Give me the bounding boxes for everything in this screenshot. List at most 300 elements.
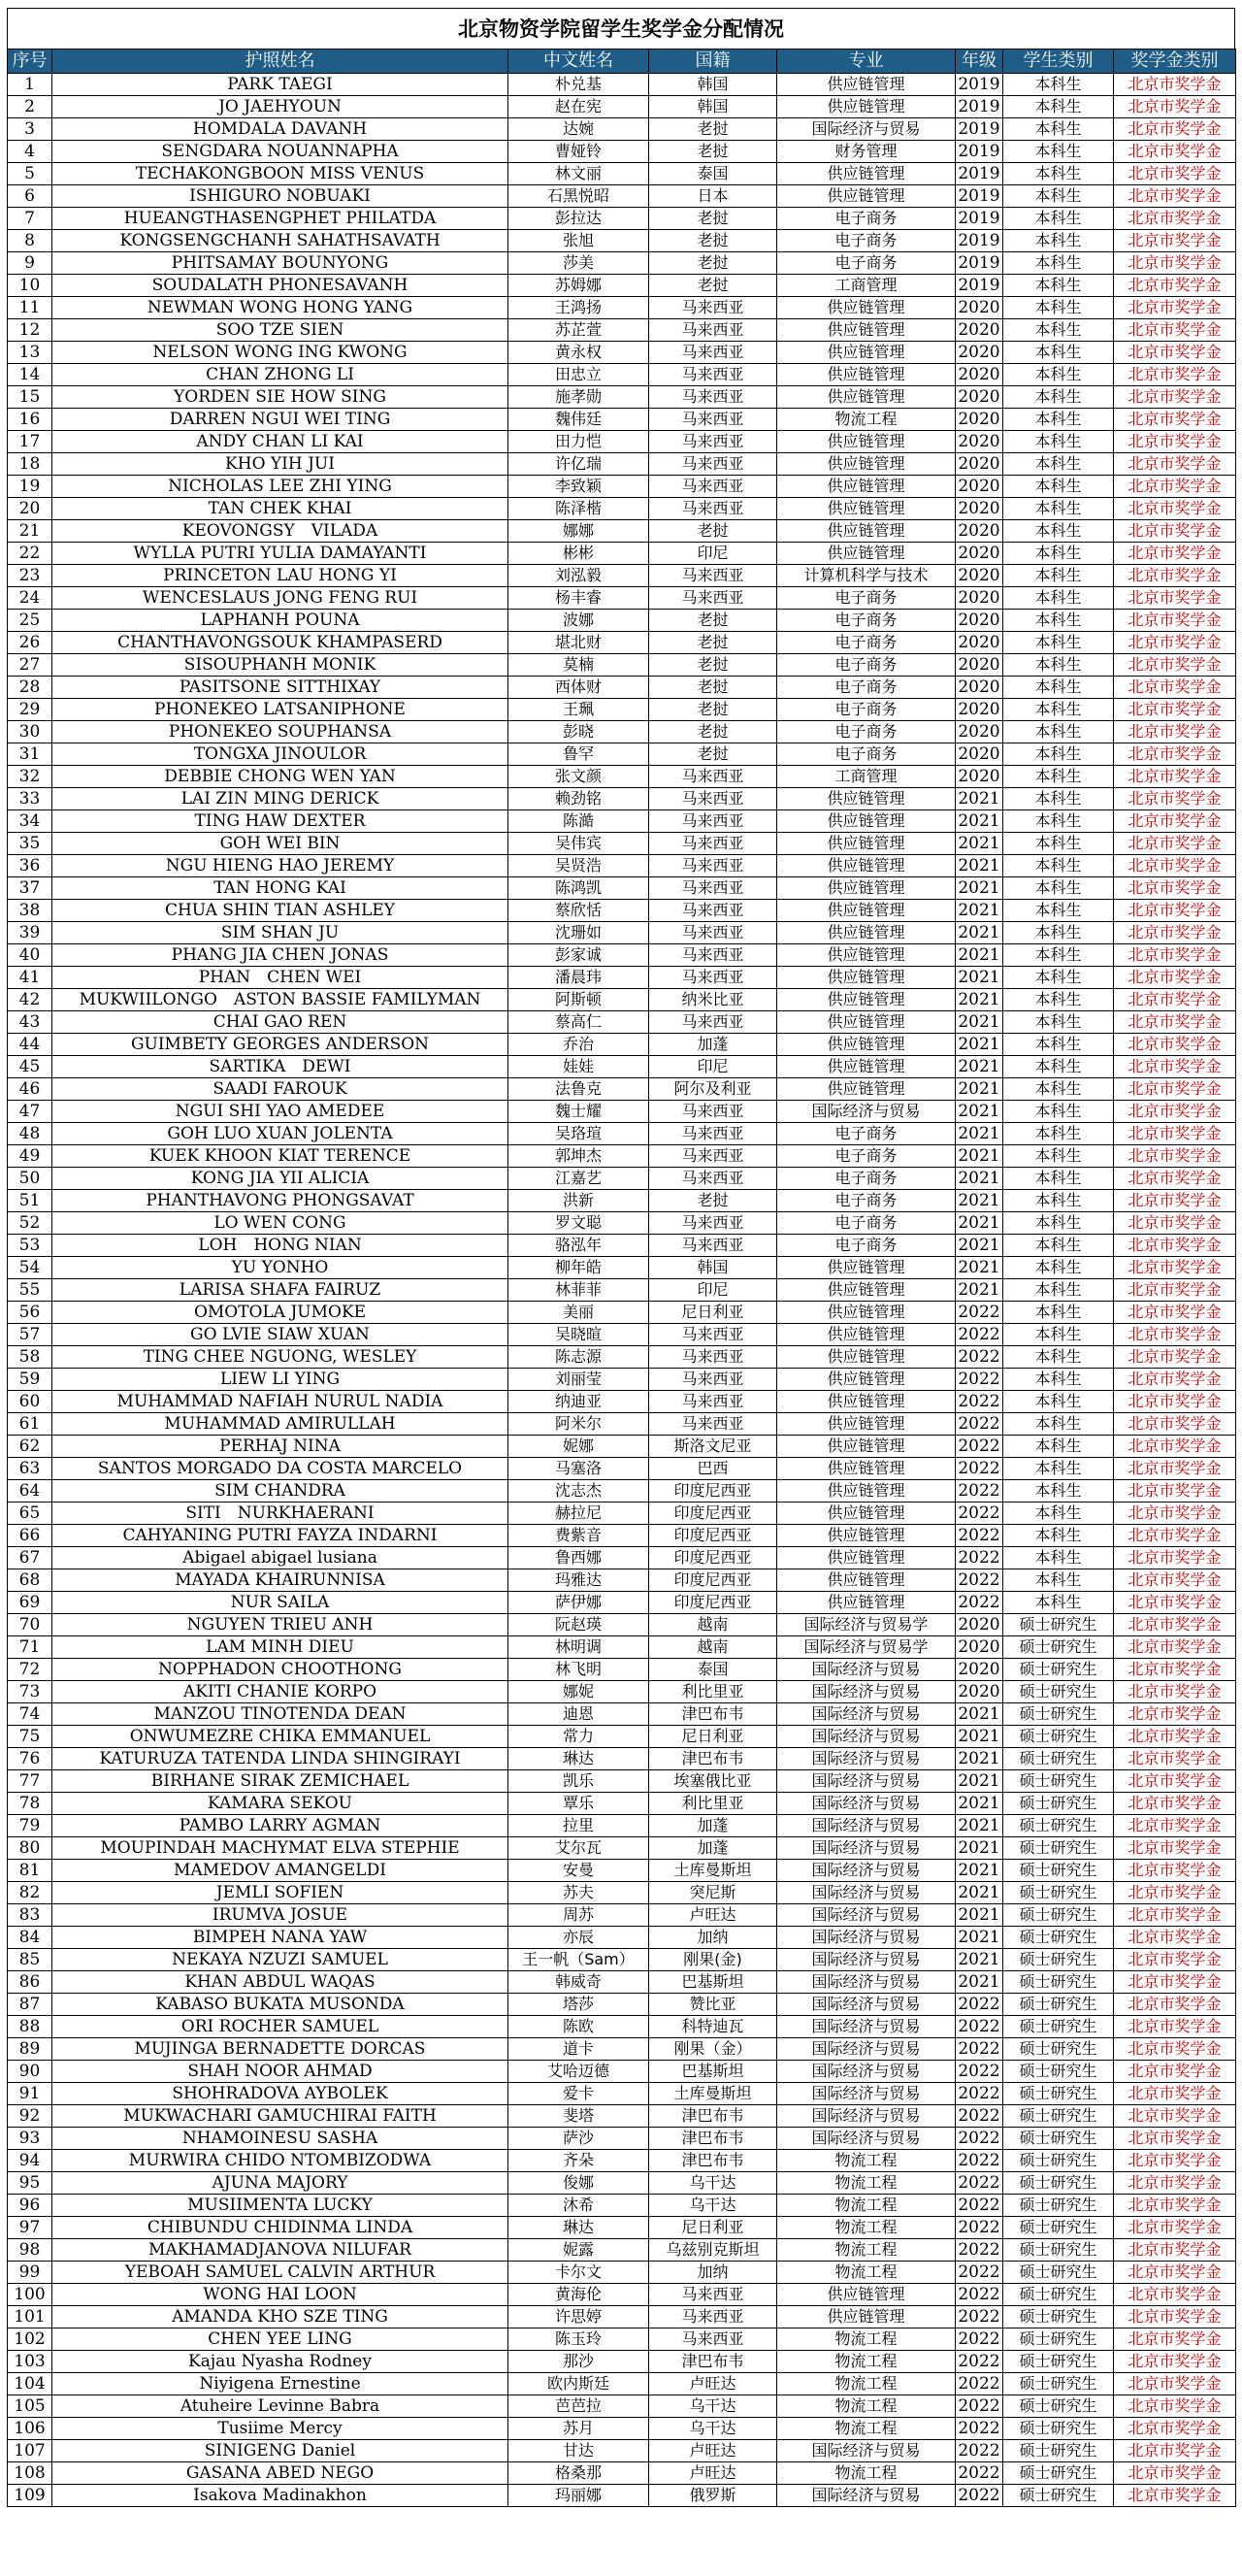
passport-name-cell: LO WEN CONG [52,1212,508,1235]
passport-name-cell: TING HAW DEXTER [52,810,508,833]
index-cell: 6 [8,185,52,208]
passport-name-cell: YU YONHO [52,1257,508,1279]
grade-cell: 2021 [956,989,1003,1011]
index-cell: 8 [8,230,52,252]
grade-cell: 2021 [956,1235,1003,1257]
table-row [8,721,1236,743]
chinese-name-cell: 玛雅达 [508,1569,649,1592]
scholarship-type-cell: 北京市奖学金 [1114,587,1236,610]
chinese-name-cell: 妮露 [508,2239,649,2262]
nationality-cell: 马来西亚 [649,565,777,587]
scholarship-type-cell: 北京市奖学金 [1114,788,1236,810]
nationality-cell: 印度尼西亚 [649,1503,777,1525]
scholarship-type-cell: 北京市奖学金 [1114,989,1236,1011]
student-type-cell: 硕士研究生 [1003,2061,1114,2083]
scholarship-type-cell: 北京市奖学金 [1114,2306,1236,2328]
major-cell: 物流工程 [777,2239,956,2262]
major-cell: 国际经济与贸易 [777,1860,956,1882]
table-row [8,1212,1236,1235]
table-row [8,632,1236,654]
student-type-cell: 本科生 [1003,1212,1114,1235]
major-cell: 供应链管理 [777,1056,956,1078]
scholarship-type-cell: 北京市奖学金 [1114,1949,1236,1971]
index-cell: 82 [8,1882,52,1904]
index-cell: 41 [8,967,52,989]
passport-name-cell: HOMDALA DAVANH [52,118,508,141]
chinese-name-cell: 艾尔瓦 [508,1837,649,1860]
nationality-cell: 马来西亚 [649,409,777,431]
nationality-cell: 尼日利亚 [649,1302,777,1324]
chinese-name-cell: 达婉 [508,118,649,141]
grade-cell: 2020 [956,1614,1003,1636]
student-type-cell: 本科生 [1003,944,1114,967]
table-row [8,1011,1236,1034]
student-type-cell: 本科生 [1003,743,1114,766]
grade-cell: 2022 [956,2105,1003,2128]
scholarship-type-cell: 北京市奖学金 [1114,1257,1236,1279]
student-type-cell: 本科生 [1003,118,1114,141]
index-cell: 84 [8,1927,52,1949]
nationality-cell: 马来西亚 [649,1324,777,1346]
passport-name-cell: PAMBO LARRY AGMAN [52,1815,508,1837]
scholarship-type-cell: 北京市奖学金 [1114,1346,1236,1369]
chinese-name-cell: 曹娅铃 [508,141,649,163]
grade-cell: 2022 [956,2395,1003,2418]
chinese-name-cell: 蔡高仁 [508,1011,649,1034]
grade-cell: 2021 [956,877,1003,900]
major-cell: 物流工程 [777,2351,956,2373]
scholarship-type-cell: 北京市奖学金 [1114,453,1236,476]
major-cell: 供应链管理 [777,163,956,185]
major-cell: 电子商务 [777,252,956,275]
major-cell: 国际经济与贸易学 [777,1636,956,1659]
passport-name-cell: MUKWIILONGO ASTON BASSIE FAMILYMAN [52,989,508,1011]
table-row [8,1614,1236,1636]
scholarship-type-cell: 北京市奖学金 [1114,230,1236,252]
student-type-cell: 本科生 [1003,1078,1114,1101]
passport-name-cell: CAHYANING PUTRI FAYZA INDARNI [52,1525,508,1547]
nationality-cell: 津巴布韦 [649,2351,777,2373]
chinese-name-cell: 沈珊如 [508,922,649,944]
nationality-cell: 马来西亚 [649,1369,777,1391]
student-type-cell: 硕士研究生 [1003,1793,1114,1815]
major-cell: 供应链管理 [777,967,956,989]
major-cell: 物流工程 [777,2150,956,2172]
chinese-name-cell: 甘达 [508,2440,649,2462]
student-type-cell: 本科生 [1003,319,1114,342]
chinese-name-cell: 杨丰睿 [508,587,649,610]
nationality-cell: 马来西亚 [649,788,777,810]
chinese-name-cell: 彭家诚 [508,944,649,967]
index-cell: 94 [8,2150,52,2172]
chinese-name-cell: 苏月 [508,2418,649,2440]
grade-cell: 2022 [956,1503,1003,1525]
nationality-cell: 马来西亚 [649,431,777,453]
major-cell: 供应链管理 [777,543,956,565]
scholarship-type-cell: 北京市奖学金 [1114,498,1236,520]
chinese-name-cell: 西体财 [508,677,649,699]
chinese-name-cell: 郭坤杰 [508,1145,649,1168]
chinese-name-cell: 琳达 [508,1748,649,1770]
grade-cell: 2020 [956,520,1003,543]
table-row [8,2217,1236,2239]
index-cell: 4 [8,141,52,163]
index-cell: 12 [8,319,52,342]
grade-cell: 2020 [956,453,1003,476]
header-grade: 年级 [956,50,1003,74]
grade-cell: 2021 [956,1703,1003,1726]
nationality-cell: 泰国 [649,1659,777,1681]
passport-name-cell: MOUPINDAH MACHYMAT ELVA STEPHIE [52,1837,508,1860]
student-type-cell: 本科生 [1003,230,1114,252]
nationality-cell: 马来西亚 [649,319,777,342]
major-cell: 电子商务 [777,654,956,677]
nationality-cell: 俄罗斯 [649,2485,777,2507]
index-cell: 103 [8,2351,52,2373]
grade-cell: 2022 [956,1413,1003,1436]
chinese-name-cell: 洪新 [508,1190,649,1212]
passport-name-cell: DEBBIE CHONG WEN YAN [52,766,508,788]
nationality-cell: 刚果（金） [649,2038,777,2061]
student-type-cell: 本科生 [1003,1235,1114,1257]
grade-cell: 2021 [956,833,1003,855]
index-cell: 52 [8,1212,52,1235]
chinese-name-cell: 马塞洛 [508,1458,649,1480]
major-cell: 供应链管理 [777,96,956,118]
student-type-cell: 本科生 [1003,252,1114,275]
index-cell: 107 [8,2440,52,2462]
chinese-name-cell: 琳达 [508,2217,649,2239]
student-type-cell: 本科生 [1003,788,1114,810]
table-row [8,877,1236,900]
table-row [8,118,1236,141]
student-type-cell: 硕士研究生 [1003,2328,1114,2351]
scholarship-type-cell: 北京市奖学金 [1114,2373,1236,2395]
major-cell: 供应链管理 [777,1480,956,1503]
table-row [8,699,1236,721]
nationality-cell: 韩国 [649,96,777,118]
student-type-cell: 本科生 [1003,632,1114,654]
index-cell: 15 [8,386,52,409]
grade-cell: 2020 [956,431,1003,453]
passport-name-cell: NGU HIENG HAO JEREMY [52,855,508,877]
passport-name-cell: YEBOAH SAMUEL CALVIN ARTHUR [52,2262,508,2284]
chinese-name-cell: 格桑那 [508,2462,649,2485]
major-cell: 供应链管理 [777,1279,956,1302]
nationality-cell: 加蓬 [649,1837,777,1860]
chinese-name-cell: 费紫音 [508,1525,649,1547]
scholarship-type-cell: 北京市奖学金 [1114,2284,1236,2306]
grade-cell: 2020 [956,319,1003,342]
major-cell: 国际经济与贸易 [777,2440,956,2462]
index-cell: 21 [8,520,52,543]
chinese-name-cell: 乔治 [508,1034,649,1056]
scholarship-type-cell: 北京市奖学金 [1114,1860,1236,1882]
table-row [8,1860,1236,1882]
nationality-cell: 老挝 [649,230,777,252]
nationality-cell: 马来西亚 [649,877,777,900]
table-row [8,476,1236,498]
passport-name-cell: SARTIKA DEWI [52,1056,508,1078]
table-row [8,1503,1236,1525]
grade-cell: 2022 [956,2284,1003,2306]
index-cell: 93 [8,2128,52,2150]
index-cell: 22 [8,543,52,565]
student-type-cell: 本科生 [1003,900,1114,922]
nationality-cell: 利比里亚 [649,1793,777,1815]
nationality-cell: 老挝 [649,743,777,766]
major-cell: 物流工程 [777,2172,956,2195]
chinese-name-cell: 萨沙 [508,2128,649,2150]
table-row [8,1592,1236,1614]
passport-name-cell: SOUDALATH PHONESAVANH [52,275,508,297]
nationality-cell: 加蓬 [649,1815,777,1837]
student-type-cell: 硕士研究生 [1003,2239,1114,2262]
scholarship-type-cell: 北京市奖学金 [1114,141,1236,163]
scholarship-type-cell: 北京市奖学金 [1114,252,1236,275]
passport-name-cell: PHONEKEO SOUPHANSA [52,721,508,743]
nationality-cell: 印度尼西亚 [649,1547,777,1569]
student-type-cell: 本科生 [1003,520,1114,543]
nationality-cell: 老挝 [649,520,777,543]
scholarship-type-cell: 北京市奖学金 [1114,900,1236,922]
passport-name-cell: WENCESLAUS JONG FENG RUI [52,587,508,610]
table-row [8,230,1236,252]
table-row [8,1413,1236,1436]
header-index: 序号 [8,50,52,74]
student-type-cell: 本科生 [1003,208,1114,230]
chinese-name-cell: 田力恺 [508,431,649,453]
major-cell: 国际经济与贸易 [777,1994,956,2016]
scholarship-type-cell: 北京市奖学金 [1114,185,1236,208]
nationality-cell: 卢旺达 [649,2440,777,2462]
nationality-cell: 老挝 [649,610,777,632]
nationality-cell: 印尼 [649,543,777,565]
chinese-name-cell: 莫楠 [508,654,649,677]
chinese-name-cell: 欧内斯廷 [508,2373,649,2395]
major-cell: 供应链管理 [777,788,956,810]
table-row [8,967,1236,989]
grade-cell: 2022 [956,1994,1003,2016]
chinese-name-cell: 林菲菲 [508,1279,649,1302]
student-type-cell: 本科生 [1003,1369,1114,1391]
grade-cell: 2022 [956,1369,1003,1391]
index-cell: 43 [8,1011,52,1034]
chinese-name-cell: 刘丽莹 [508,1369,649,1391]
nationality-cell: 印度尼西亚 [649,1480,777,1503]
major-cell: 国际经济与贸易 [777,2061,956,2083]
passport-name-cell: CHANTHAVONGSOUK KHAMPASERD [52,632,508,654]
table-row [8,766,1236,788]
major-cell: 物流工程 [777,2328,956,2351]
major-cell: 国际经济与贸易 [777,1793,956,1815]
header-row [8,50,1236,74]
nationality-cell: 乌干达 [649,2172,777,2195]
major-cell: 国际经济与贸易学 [777,1614,956,1636]
chinese-name-cell: 赫拉尼 [508,1503,649,1525]
grade-cell: 2019 [956,252,1003,275]
major-cell: 电子商务 [777,1235,956,1257]
table-row [8,1994,1236,2016]
scholarship-type-cell: 北京市奖学金 [1114,1770,1236,1793]
major-cell: 国际经济与贸易 [777,1882,956,1904]
grade-cell: 2021 [956,1726,1003,1748]
index-cell: 74 [8,1703,52,1726]
grade-cell: 2020 [956,610,1003,632]
nationality-cell: 卢旺达 [649,1904,777,1927]
student-type-cell: 本科生 [1003,1458,1114,1480]
index-cell: 49 [8,1145,52,1168]
passport-name-cell: KHO YIH JUI [52,453,508,476]
chinese-name-cell: 吴贤浩 [508,855,649,877]
grade-cell: 2022 [956,1302,1003,1324]
table-row [8,2061,1236,2083]
nationality-cell: 马来西亚 [649,2328,777,2351]
passport-name-cell: Atuheire Levinne Babra [52,2395,508,2418]
major-cell: 供应链管理 [777,1257,956,1279]
scholarship-type-cell: 北京市奖学金 [1114,1815,1236,1837]
chinese-name-cell: 阿斯顿 [508,989,649,1011]
header-chinese-name: 中文姓名 [508,50,649,74]
scholarship-type-cell: 北京市奖学金 [1114,163,1236,185]
table-row [8,833,1236,855]
chinese-name-cell: 张旭 [508,230,649,252]
scholarship-type-cell: 北京市奖学金 [1114,1592,1236,1614]
student-type-cell: 本科生 [1003,922,1114,944]
nationality-cell: 阿尔及利亚 [649,1078,777,1101]
chinese-name-cell: 黄永权 [508,342,649,364]
chinese-name-cell: 彭晓 [508,721,649,743]
index-cell: 14 [8,364,52,386]
grade-cell: 2020 [956,297,1003,319]
grade-cell: 2021 [956,1056,1003,1078]
table-row [8,319,1236,342]
index-cell: 38 [8,900,52,922]
passport-name-cell: SAADI FAROUK [52,1078,508,1101]
major-cell: 供应链管理 [777,1547,956,1569]
nationality-cell: 老挝 [649,699,777,721]
scholarship-type-cell: 北京市奖学金 [1114,2239,1236,2262]
student-type-cell: 硕士研究生 [1003,1971,1114,1994]
chinese-name-cell: 魏伟廷 [508,409,649,431]
major-cell: 电子商务 [777,208,956,230]
table-row [8,1123,1236,1145]
grade-cell: 2022 [956,1569,1003,1592]
chinese-name-cell: 阿米尔 [508,1413,649,1436]
grade-cell: 2021 [956,1190,1003,1212]
chinese-name-cell: 罗文聪 [508,1212,649,1235]
table-row [8,587,1236,610]
grade-cell: 2019 [956,163,1003,185]
grade-cell: 2021 [956,1927,1003,1949]
chinese-name-cell: 法鲁克 [508,1078,649,1101]
passport-name-cell: ISHIGURO NOBUAKI [52,185,508,208]
chinese-name-cell: 纳迪亚 [508,1391,649,1413]
index-cell: 79 [8,1815,52,1837]
major-cell: 电子商务 [777,1168,956,1190]
chinese-name-cell: 陈志源 [508,1346,649,1369]
scholarship-type-cell: 北京市奖学金 [1114,1212,1236,1235]
index-cell: 32 [8,766,52,788]
scholarship-type-cell: 北京市奖学金 [1114,1458,1236,1480]
scholarship-type-cell: 北京市奖学金 [1114,877,1236,900]
major-cell: 国际经济与贸易 [777,118,956,141]
index-cell: 23 [8,565,52,587]
major-cell: 供应链管理 [777,476,956,498]
scholarship-type-cell: 北京市奖学金 [1114,2462,1236,2485]
grade-cell: 2021 [956,1034,1003,1056]
index-cell: 11 [8,297,52,319]
grade-cell: 2020 [956,766,1003,788]
index-cell: 24 [8,587,52,610]
scholarship-type-cell: 北京市奖学金 [1114,1324,1236,1346]
student-type-cell: 硕士研究生 [1003,2418,1114,2440]
nationality-cell: 印度尼西亚 [649,1569,777,1592]
passport-name-cell: SITI NURKHAERANI [52,1503,508,1525]
chinese-name-cell: 斐塔 [508,2105,649,2128]
index-cell: 46 [8,1078,52,1101]
scholarship-type-cell: 北京市奖学金 [1114,1994,1236,2016]
nationality-cell: 津巴布韦 [649,1703,777,1726]
chinese-name-cell: 周苏 [508,1904,649,1927]
table-row [8,1235,1236,1257]
passport-name-cell: SANTOS MORGADO DA COSTA MARCELO [52,1458,508,1480]
chinese-name-cell: 覃乐 [508,1793,649,1815]
passport-name-cell: MUHAMMAD NAFIAH NURUL NADIA [52,1391,508,1413]
table-row [8,900,1236,922]
student-type-cell: 本科生 [1003,1011,1114,1034]
student-type-cell: 本科生 [1003,1257,1114,1279]
scholarship-type-cell: 北京市奖学金 [1114,1168,1236,1190]
major-cell: 电子商务 [777,632,956,654]
major-cell: 电子商务 [777,721,956,743]
passport-name-cell: NGUI SHI YAO AMEDEE [52,1101,508,1123]
index-cell: 68 [8,1569,52,1592]
student-type-cell: 本科生 [1003,699,1114,721]
major-cell: 国际经济与贸易 [777,1815,956,1837]
table-row [8,1391,1236,1413]
chinese-name-cell: 吴伟宾 [508,833,649,855]
student-type-cell: 硕士研究生 [1003,2172,1114,2195]
scholarship-type-cell: 北京市奖学金 [1114,1503,1236,1525]
grade-cell: 2021 [956,967,1003,989]
index-cell: 100 [8,2284,52,2306]
grade-cell: 2020 [956,721,1003,743]
table-row [8,2083,1236,2105]
student-type-cell: 硕士研究生 [1003,1994,1114,2016]
major-cell: 供应链管理 [777,1369,956,1391]
major-cell: 供应链管理 [777,855,956,877]
scholarship-type-cell: 北京市奖学金 [1114,1547,1236,1569]
scholarship-type-cell: 北京市奖学金 [1114,1101,1236,1123]
passport-name-cell: WYLLA PUTRI YULIA DAMAYANTI [52,543,508,565]
scholarship-type-cell: 北京市奖学金 [1114,2217,1236,2239]
student-type-cell: 本科生 [1003,275,1114,297]
major-cell: 供应链管理 [777,2284,956,2306]
major-cell: 电子商务 [777,677,956,699]
student-type-cell: 硕士研究生 [1003,1726,1114,1748]
chinese-name-cell: 王鸿扬 [508,297,649,319]
student-type-cell: 本科生 [1003,1391,1114,1413]
nationality-cell: 印尼 [649,1279,777,1302]
table-row [8,409,1236,431]
index-cell: 61 [8,1413,52,1436]
passport-name-cell: PHANG JIA CHEN JONAS [52,944,508,967]
index-cell: 34 [8,810,52,833]
chinese-name-cell: 张文颜 [508,766,649,788]
table-row [8,74,1236,96]
index-cell: 71 [8,1636,52,1659]
